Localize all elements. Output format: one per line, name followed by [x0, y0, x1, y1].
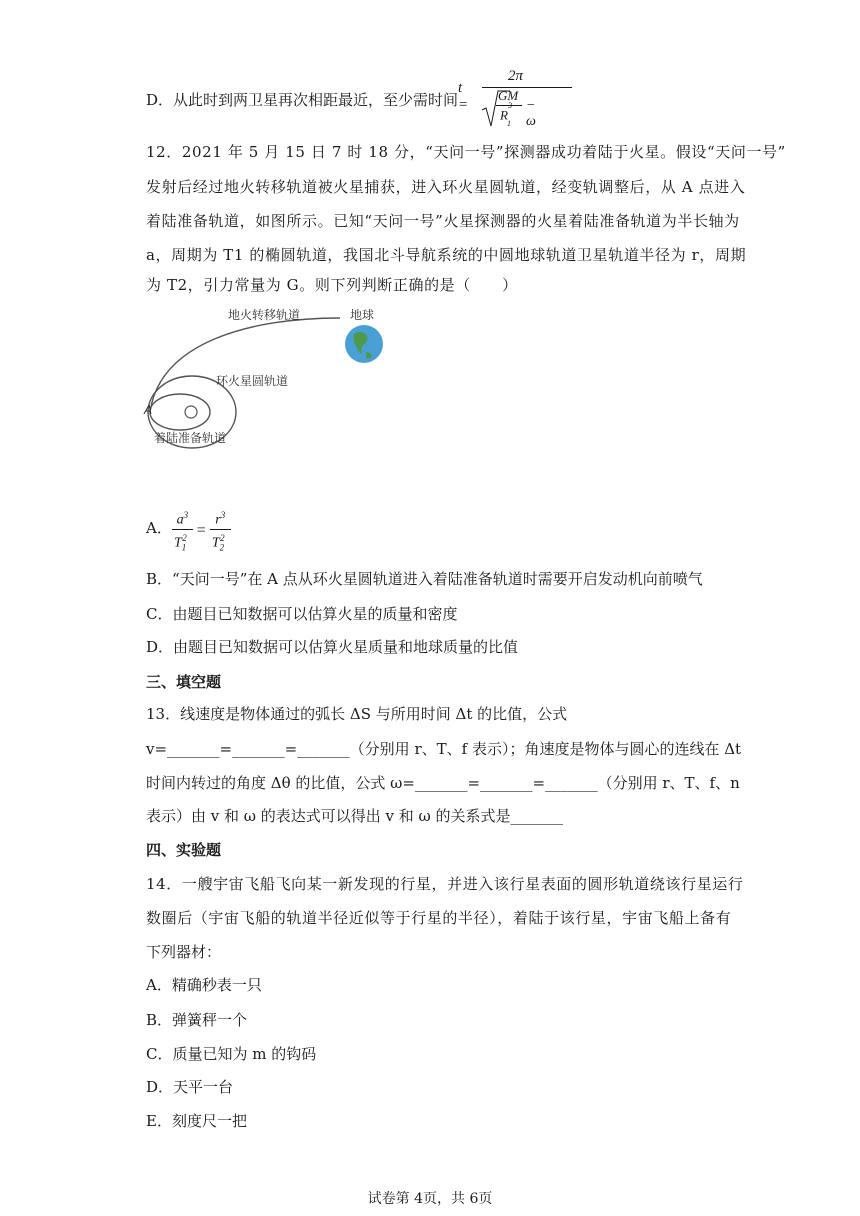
mars-icon — [185, 406, 197, 418]
q13-line-3: 时间内转过的角度 Δθ 的比值，公式 ω=_______=_______=_______（分别用 r、T、f、n — [146, 774, 740, 792]
label-landing-orbit: 着陆准备轨道 — [154, 431, 227, 445]
page-footer: 试卷第 4页，共 6页 — [367, 1191, 493, 1207]
q14-option-a: A．精确秒表一只 — [146, 976, 262, 994]
q12-option-b: B．“天问一号”在 A 点从环火星圆轨道进入着陆准备轨道时需要开启发动机向前喷气 — [146, 570, 703, 588]
option-a-label: A． — [146, 519, 172, 537]
q12-stem-line-2: 发射后经过地火转移轨道被火星捕获，进入环火星圆轨道，经变轨调整后，从 A 点进入 — [146, 178, 746, 196]
frac-left: $\frac{a^3}{T_1^2}$ — [172, 507, 193, 555]
q12-stem-line-4: a，周期为 T1 的椭圆轨道，我国北斗导航系统的中圆地球轨道卫星轨道半径为 r，周期 — [146, 246, 747, 264]
q14-stem-line-1: 14．一艘宇宙飞船飞向某一新发现的行星，并进入该行星表面的圆形轨道绕该行星运行 — [146, 875, 744, 893]
q12-option-a — [146, 518, 172, 538]
q14-stem-line-3: 下列器材： — [146, 943, 222, 961]
formula-numerator: 2π — [508, 68, 524, 84]
label-transfer-orbit: 地火转移轨道 — [228, 308, 301, 322]
label-point-a: A — [144, 403, 153, 417]
section-fill-in-heading: 三、填空题 — [146, 673, 222, 691]
q14-stem-line-2: 数圈后（宇宙飞船的轨道半径近似等于行星的半径），着陆于该行星，宇宙飞船上备有 — [146, 909, 732, 927]
q14-option-c: C．质量已知为 m 的钩码 — [146, 1045, 317, 1063]
formula-lhs: t = — [458, 80, 469, 113]
q14-option-d: D．天平一台 — [146, 1078, 234, 1096]
option-a-formula: $\frac{a^3}{T_1^2}$ = $\frac{r^3}{T_2^2}$ — [172, 507, 231, 555]
q11-option-d: D．从此时到两卫星再次相距最近，至少需时间 — [146, 91, 459, 109]
q12-stem-line-3: 着陆准备轨道，如图所示。已知“天问一号”火星探测器的火星着陆准备轨道为半长轴为 — [146, 212, 740, 230]
formula-minus-omega: − ω — [526, 98, 536, 129]
q12-option-d: D．由题目已知数据可以估算火星质量和地球质量的比值 — [146, 638, 519, 656]
formula-r: $R^3_1$ — [500, 101, 512, 128]
label-circular-orbit: 环火星圆轨道 — [216, 374, 289, 388]
q12-stem-line-5: 为 T2，引力常量为 G。则下列判断正确的是（ ） — [146, 276, 518, 294]
q14-option-b: B．弹簧秤一个 — [146, 1011, 248, 1029]
q13-line-1: 13．线速度是物体通过的弧长 ΔS 与所用时间 Δt 的比值，公式 — [146, 705, 568, 723]
orbit-diagram — [140, 302, 400, 452]
q12-stem-line-1: 12．2021 年 5 月 15 日 7 时 18 分，“天问一号”探测器成功着陆于火星。假设“天问一号” — [146, 143, 786, 161]
q14-option-e: E．刻度尺一把 — [146, 1112, 247, 1130]
formula-gm: GM — [498, 88, 519, 103]
frac-right: $\frac{r^3}{T_2^2}$ — [210, 507, 231, 555]
transfer-orbit-path — [150, 318, 340, 412]
q13-line-4: 表示）由 v 和 ω 的表达式可以得出 v 和 ω 的关系式是_______ — [146, 807, 564, 825]
q13-line-2: v=_______=_______=_______（分别用 r、T、f 表示）；角速度是物体与圆心的连线在 Δt — [146, 740, 742, 758]
q12-option-c: C．由题目已知数据可以估算火星的质量和密度 — [146, 605, 458, 623]
section-experiment-heading: 四、实验题 — [146, 841, 222, 859]
label-earth: 地球 — [350, 308, 375, 322]
landing-orbit — [150, 394, 210, 430]
